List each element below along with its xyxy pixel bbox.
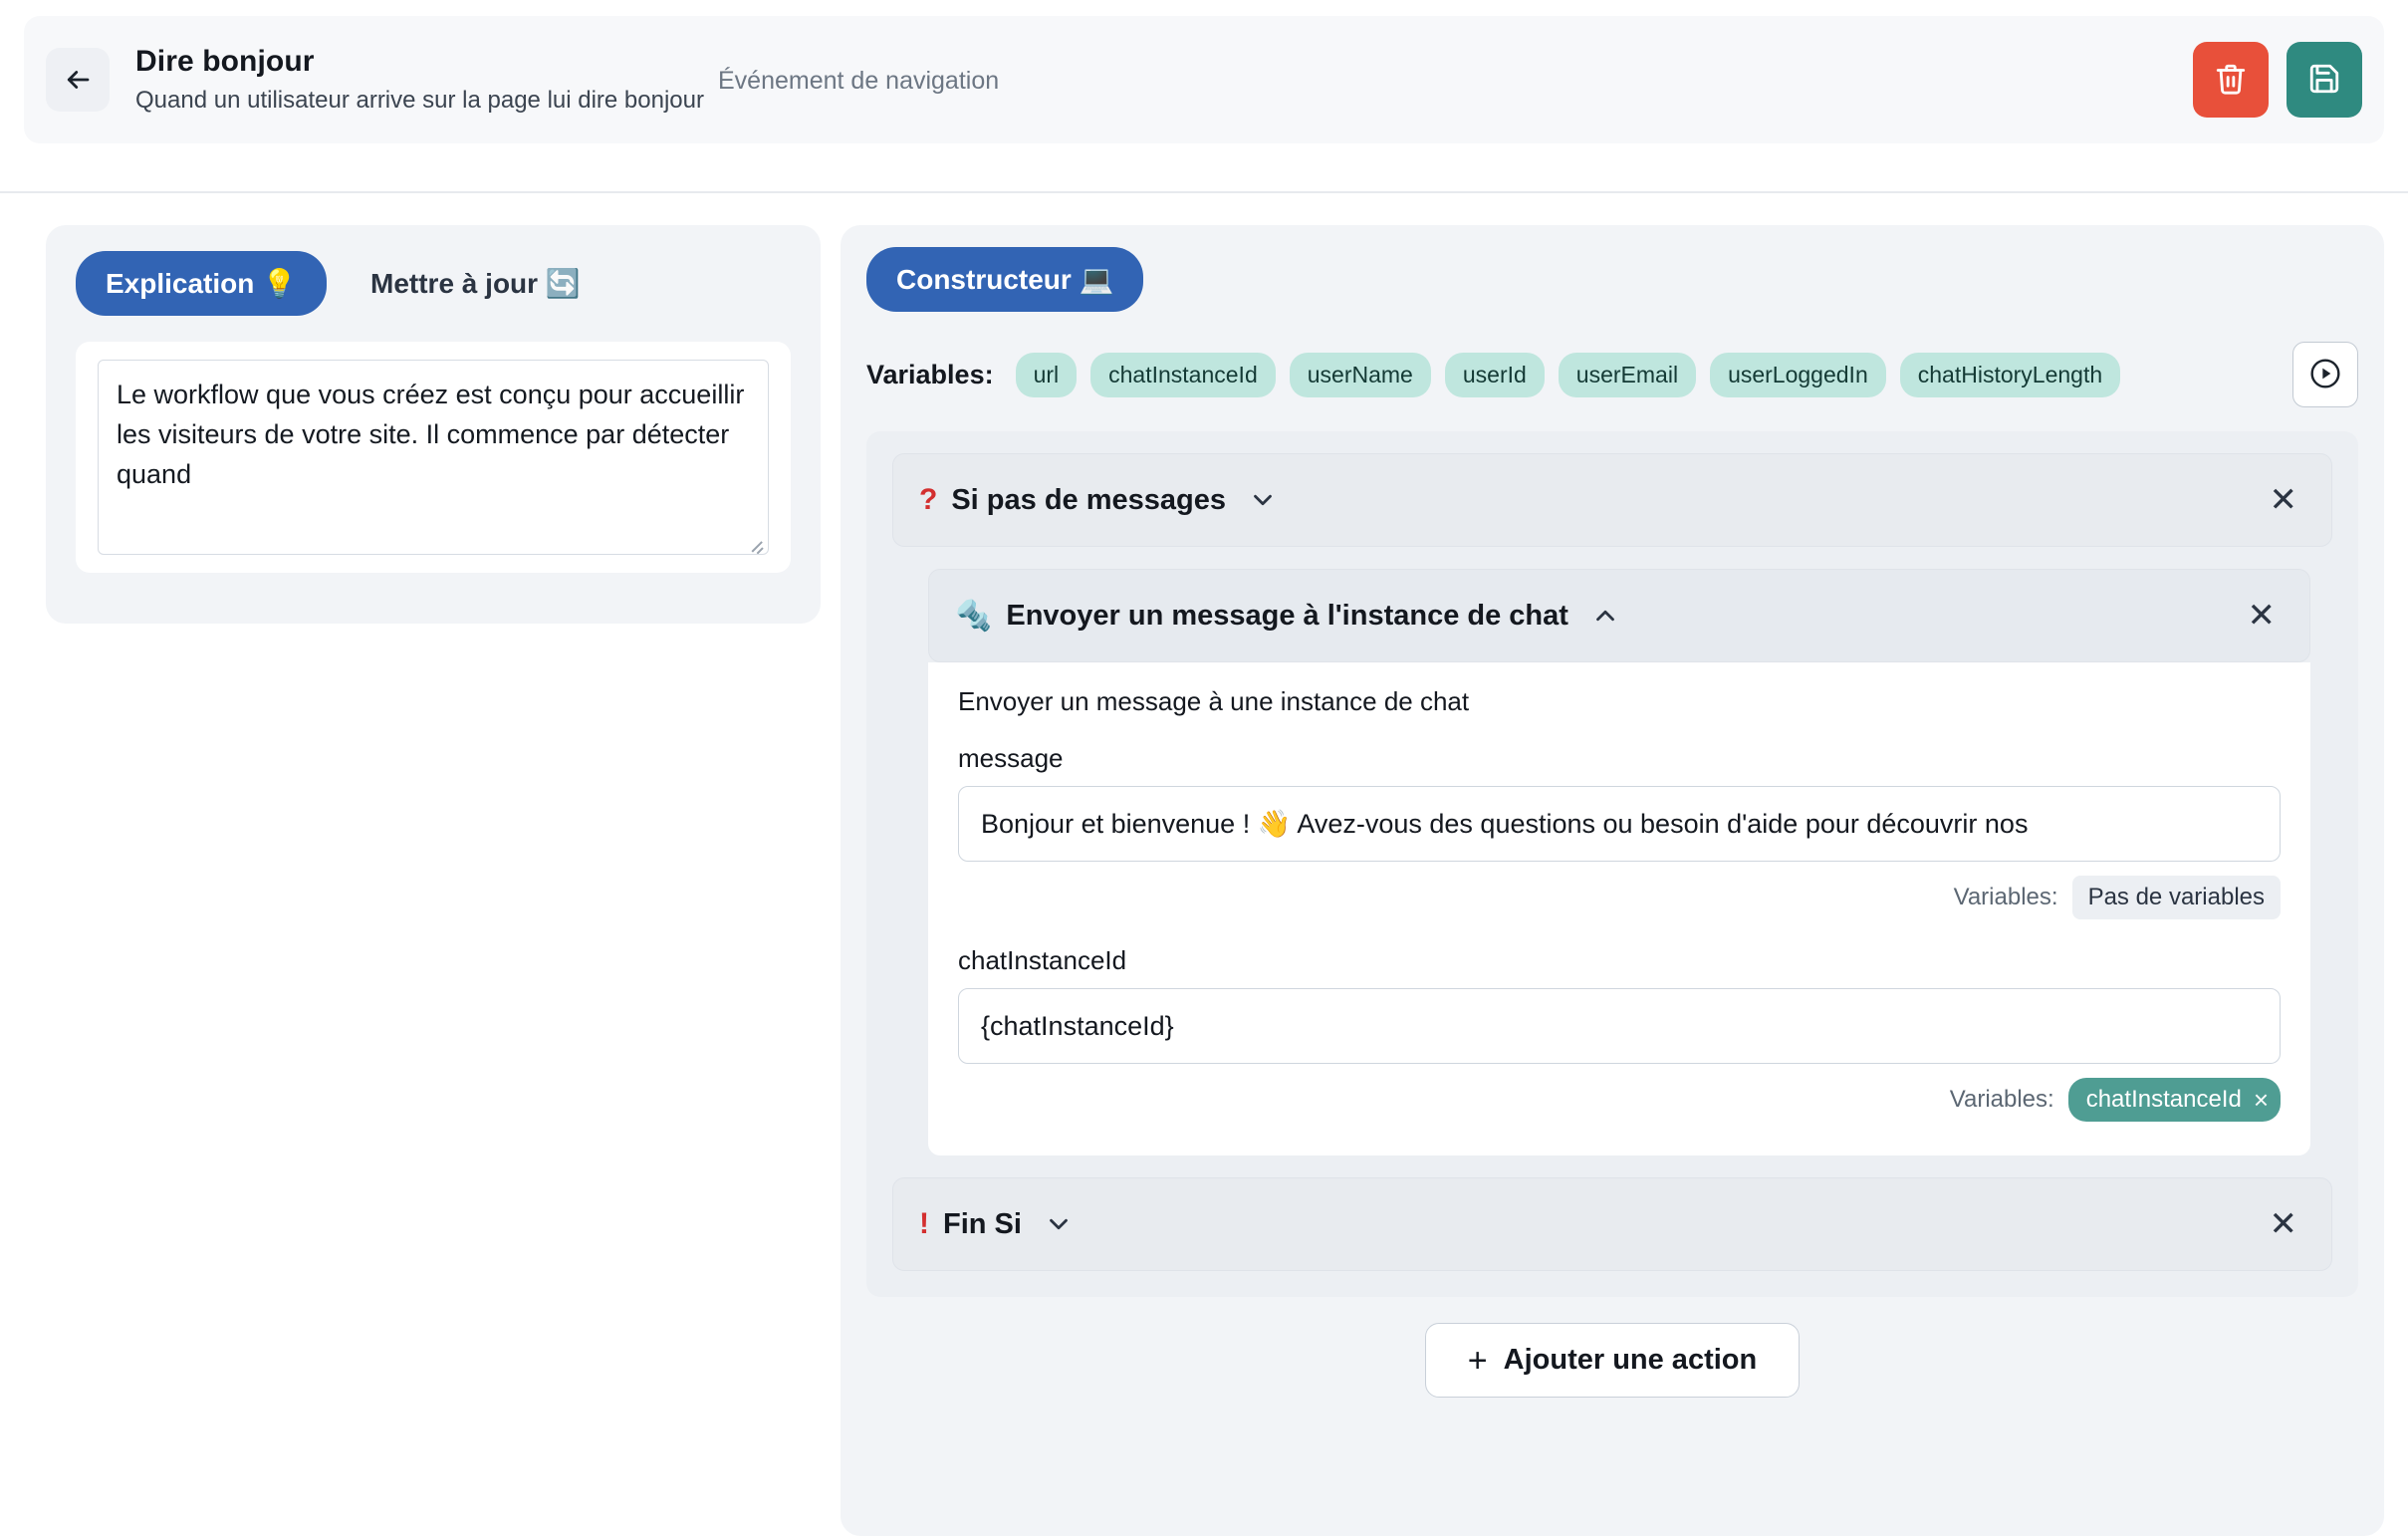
message-input[interactable]: Bonjour et bienvenue ! 👋 Avez-vous des questions ou besoin d'aide pour découvrir nos — [958, 786, 2281, 862]
close-icon[interactable]: ✕ — [2269, 1205, 2297, 1243]
variable-chip-chatinstanceid[interactable]: chatInstanceId — [1090, 353, 1276, 397]
step-title: Si pas de messages — [951, 483, 1226, 516]
message-variables-label: Variables: — [1953, 884, 2058, 910]
step-envoyer-message[interactable] — [928, 569, 2310, 662]
builder-panel — [841, 225, 2384, 1536]
chevron-up-icon[interactable] — [1590, 601, 1620, 631]
variable-chip-userloggedin[interactable]: userLoggedIn — [1710, 353, 1886, 397]
chevron-down-icon[interactable] — [1248, 485, 1278, 515]
workflow-header — [24, 16, 2384, 143]
add-action-button[interactable] — [1425, 1323, 1800, 1398]
variables-label: Variables: — [866, 359, 994, 389]
step-si-pas-de-messages[interactable] — [892, 453, 2332, 547]
header-divider — [0, 191, 2408, 193]
save-workflow-button[interactable] — [2287, 42, 2362, 118]
add-action-wrap — [866, 1323, 2358, 1398]
chatinstanceid-variables-label: Variables: — [1949, 1086, 2054, 1113]
explanation-panel — [46, 225, 821, 624]
delete-workflow-button[interactable] — [2193, 42, 2269, 118]
chatinstanceid-field-label: chatInstanceId — [958, 945, 1127, 975]
variable-chip-useremail[interactable]: userEmail — [1559, 353, 1696, 397]
save-disk-icon — [2307, 62, 2341, 99]
chatinstanceid-input[interactable]: {chatInstanceId} — [958, 988, 2281, 1064]
send-message-icon: 🔩 — [955, 599, 993, 633]
chip-label: chatInstanceId — [2085, 1086, 2242, 1113]
chip-remove-icon[interactable]: × — [2253, 1085, 2269, 1115]
end-condition-icon: ! — [919, 1207, 929, 1240]
trigger-type-label: Événement de navigation — [718, 66, 1000, 95]
close-icon[interactable]: ✕ — [2269, 481, 2297, 519]
tab-mettre-a-jour[interactable]: Mettre à jour 🔄 — [341, 251, 610, 316]
explanation-tabs — [76, 251, 791, 316]
variables-row — [866, 342, 2358, 407]
resize-handle-icon[interactable] — [748, 535, 764, 551]
header-actions — [2193, 42, 2362, 118]
run-workflow-button[interactable] — [2292, 342, 2358, 407]
tab-explication[interactable]: Explication 💡 — [76, 251, 327, 316]
message-field-label: message — [958, 743, 1064, 773]
step-fin-si[interactable] — [892, 1177, 2332, 1271]
message-variables-value: Pas de variables — [2072, 876, 2281, 919]
add-action-label: Ajouter une action — [1503, 1344, 1758, 1376]
trash-icon — [2214, 62, 2248, 99]
explanation-text: Le workflow que vous créez est conçu pour accueillir les visiteurs de votre site. Il commence par détecter quand — [117, 380, 752, 489]
workflow-title-block — [135, 42, 704, 118]
explanation-box — [76, 342, 791, 573]
close-icon[interactable]: ✕ — [2247, 597, 2276, 635]
explanation-textarea[interactable] — [98, 360, 769, 555]
chatinstanceid-variable-chip[interactable] — [2068, 1078, 2281, 1122]
back-button[interactable] — [46, 48, 110, 112]
variable-chip-chathistorylength[interactable]: chatHistoryLength — [1900, 353, 2120, 397]
steps-area — [866, 431, 2358, 1297]
action-description: Envoyer un message à une instance de chat — [958, 686, 1470, 716]
message-variables-row — [958, 876, 2281, 919]
action-body — [928, 662, 2310, 1155]
variable-chip-username[interactable]: userName — [1290, 353, 1431, 397]
chatinstanceid-variables-row — [958, 1078, 2281, 1122]
chevron-down-icon[interactable] — [1044, 1209, 1074, 1239]
tab-constructeur[interactable]: Constructeur 💻 — [866, 247, 1143, 312]
page-subtitle: Quand un utilisateur arrive sur la page lui dire bonjour — [135, 87, 704, 114]
variable-chip-userid[interactable]: userId — [1445, 353, 1545, 397]
step-title: Fin Si — [943, 1207, 1022, 1240]
plus-icon: + — [1467, 1341, 1488, 1380]
variable-chip-url[interactable]: url — [1016, 353, 1078, 397]
page-title: Dire bonjour — [135, 45, 315, 78]
play-circle-icon — [2309, 358, 2341, 392]
arrow-left-icon — [63, 65, 93, 95]
step-title: Envoyer un message à l'instance de chat — [1006, 599, 1568, 632]
condition-icon: ? — [919, 483, 938, 516]
